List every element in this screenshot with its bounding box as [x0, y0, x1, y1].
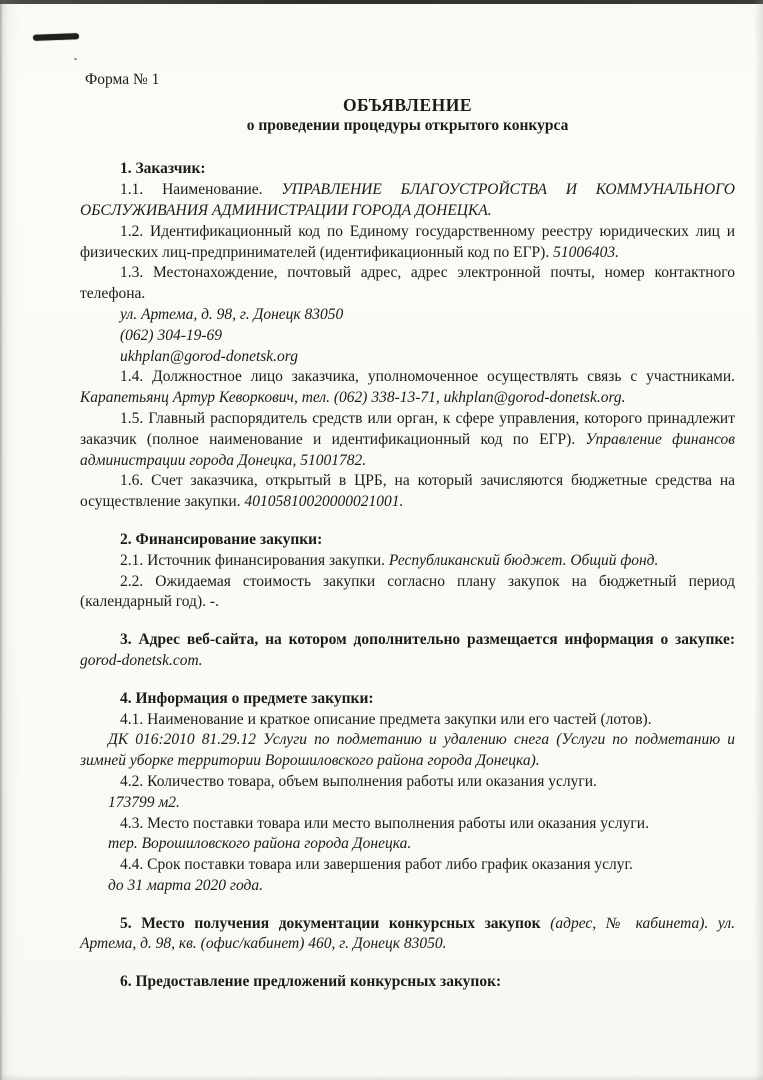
- text-segment: 2.1. Источник финансирования закупки.: [120, 551, 389, 569]
- document-title: ОБЪЯВЛЕНИЕ: [342, 94, 473, 115]
- scan-edge-right: [753, 0, 763, 1080]
- text-segment: 5. Место получения документации конкурсных закупок: [120, 914, 551, 932]
- text-segment: ukhplan@gorod-donetsk.org: [120, 347, 298, 365]
- section-2: [80, 530, 735, 613]
- text-segment: (адрес, № кабинета). ул. Артема, д. 98, кв. (офис/кабинет) 460, г. Донецк 83050.: [80, 914, 735, 953]
- form-number-label: Форма № 1: [85, 71, 160, 88]
- text-segment: 2. Финансирование закупки:: [120, 530, 323, 548]
- paragraph: [80, 222, 735, 264]
- paragraph: [80, 263, 735, 305]
- text-segment: 4. Информация о предмете закупки:: [120, 689, 374, 707]
- paragraph: [80, 471, 735, 513]
- paragraph: [80, 855, 735, 876]
- section-heading: [80, 159, 735, 180]
- paragraph: [80, 730, 735, 772]
- black-marker-stripe: [33, 33, 79, 41]
- text-segment: 51006403.: [553, 243, 619, 261]
- text-segment: gorod-donetsk.com.: [80, 651, 203, 669]
- paragraph: [80, 409, 735, 471]
- document-content: [80, 70, 735, 993]
- text-segment: 1.2. Идентификационный код по Единому государственному реестру юридических лиц и физических лиц-предпринимателей (идентификационный код по ЕГР).: [80, 222, 735, 261]
- section-5: [80, 914, 735, 956]
- text-segment: УПРАВЛЕНИЕ БЛАГОУСТРОЙСТВА И КОММУНАЛЬНОГО ОБСЛУЖИВАНИЯ АДМИНИСТРАЦИИ ГОРОДА ДОНЕЦКА.: [80, 181, 735, 219]
- text-segment: до 31 марта 2020 года.: [108, 876, 263, 894]
- paragraph: [80, 326, 735, 347]
- text-segment: 4.2. Количество товара, объем выполнения работы или оказания услуги.: [120, 772, 597, 790]
- text-segment: 1.3. Местонахождение, почтовый адрес, адрес электронной почты, номер контактного телефона.: [80, 264, 735, 303]
- paragraph: [80, 367, 735, 409]
- text-segment: Карапетьянц Артур Кеворкович, тел. (062) 338-13-71, ukhplan@gorod-donetsk.org.: [80, 389, 626, 407]
- section-heading: [80, 972, 735, 993]
- section-heading: [80, 689, 735, 710]
- text-segment: 4.1. Наименование и краткое описание предмета закупки или его частей (лотов).: [120, 710, 652, 728]
- paragraph: [80, 347, 735, 368]
- text-segment: ДК 016:2010 81.29.12 Услуги по подметанию и удалению снега (Услуги по подметанию и зимней уборке территории Ворошиловского района города Донецка).: [80, 731, 735, 770]
- text-segment: (062) 304-19-69: [120, 326, 223, 344]
- paragraph: [80, 305, 735, 326]
- section-4: [80, 689, 735, 897]
- text-segment: Управление финансов администрации города Донецка, 51001782.: [80, 430, 735, 469]
- text-segment: 4.4. Срок поставки товара или завершения работ либо график оказания услуг.: [120, 856, 633, 874]
- document-subtitle: о проведении процедуры открытого конкурса: [246, 116, 569, 134]
- section-6: [80, 972, 735, 993]
- text-segment: ул. Артема, д. 98, г. Донецк 83050: [120, 305, 344, 323]
- scan-edge-top: [0, 0, 763, 4]
- scan-edge-left: [0, 0, 20, 1080]
- scan-edge-bottom: [0, 1074, 763, 1080]
- scan-speck: [74, 58, 77, 60]
- text-segment: 1.1. Наименование.: [120, 181, 282, 199]
- paragraph: [80, 876, 735, 897]
- text-segment: 173799 м2.: [108, 793, 180, 811]
- paragraph: [80, 814, 735, 835]
- text-segment: 4.3. Место поставки товара или место выполнения работы или оказания услуги.: [120, 814, 649, 832]
- paragraph: [80, 914, 735, 956]
- paragraph: [80, 551, 735, 572]
- text-segment: 1.5. Главный распорядитель средств или орган, к сфере управления, которого принадлежит заказчик (полное наименование и идентификационный код по ЕГР).: [80, 409, 735, 448]
- text-segment: 40105810020000021001.: [244, 493, 404, 511]
- text-segment: 6. Предоставление предложений конкурсных закупок:: [120, 973, 502, 991]
- paragraph: [80, 793, 735, 814]
- paragraph: [80, 772, 735, 793]
- paragraph: [80, 572, 735, 614]
- section-heading: [80, 530, 735, 551]
- section-1: [80, 159, 735, 513]
- text-segment: 1.6. Счет заказчика, открытый в ЦРБ, на который зачисляются бюджетные средства на осуществление закупки.: [80, 472, 735, 511]
- text-segment: тер. Ворошиловского района города Донецка.: [108, 835, 412, 853]
- text-segment: 1.4. Должностное лицо заказчика, уполномоченное осуществлять связь с участниками.: [120, 368, 735, 386]
- text-segment: 3. Адрес веб-сайта, на котором дополнительно размещается информация о закупке:: [120, 631, 735, 649]
- paragraph: [80, 180, 735, 222]
- paragraph: [80, 710, 735, 731]
- text-segment: 1. Заказчик:: [120, 160, 206, 178]
- section-3: [80, 630, 735, 672]
- sections: [80, 159, 735, 993]
- paragraph: [80, 834, 735, 855]
- text-segment: Республиканский бюджет. Общий фонд.: [388, 551, 659, 569]
- text-segment: 2.2. Ожидаемая стоимость закупки согласно плану закупок на бюджетный период (календарный год). -.: [80, 572, 735, 611]
- paragraph: [80, 630, 735, 672]
